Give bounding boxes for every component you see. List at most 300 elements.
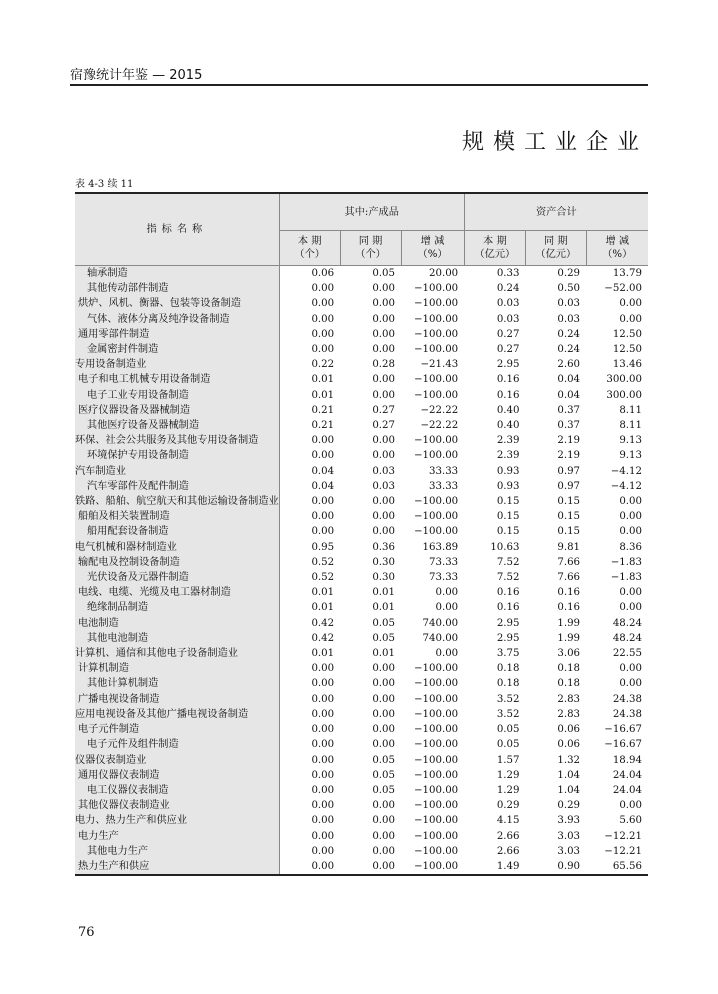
cell-value: −100.00 (413, 374, 459, 386)
row-name: 其他仪器仪表制造业 (75, 798, 279, 813)
cell-value: 0.00 (619, 587, 642, 599)
table-row (75, 844, 648, 859)
cell-value: 0.93 (496, 480, 520, 492)
cell-value: 5.60 (619, 815, 642, 827)
cell-value: 4.15 (496, 815, 520, 827)
row-name: 其他传动部件制造 (75, 281, 279, 296)
row-name: 医疗仪器设备及器械制造 (75, 403, 279, 418)
cell-value: 740.00 (422, 617, 459, 629)
row-name: 仪器仪表制造业 (75, 753, 279, 768)
cell-value: 0.00 (619, 298, 642, 310)
cell-value: 0.01 (311, 648, 335, 660)
column-header-label: 同 期 (543, 236, 568, 247)
table-row (75, 327, 648, 342)
cell-value: 2.39 (496, 435, 520, 447)
table-row (75, 859, 648, 875)
cell-value: −100.00 (413, 784, 459, 796)
cell-value: 300.00 (606, 389, 642, 401)
cell-value: 0.01 (372, 602, 395, 614)
cell-value: 0.24 (557, 328, 581, 340)
cell-value: 300.00 (606, 374, 642, 386)
cell-value: −22.22 (420, 420, 459, 432)
cell-value: 0.00 (311, 678, 335, 690)
column-header-unit: （亿元） (474, 249, 516, 260)
cell-value: 0.00 (435, 648, 459, 660)
cell-value: 0.50 (557, 283, 581, 295)
cell-value: 0.03 (496, 313, 520, 325)
table-number: 表 4-3 续 11 (75, 179, 134, 190)
cell-value: 0.16 (557, 587, 581, 599)
cell-value: −12.21 (604, 830, 642, 842)
cell-value: 0.37 (557, 404, 581, 416)
table-row (75, 479, 648, 494)
cell-value: 0.00 (619, 800, 642, 812)
cell-value: 0.04 (311, 480, 335, 492)
cell-value: 20.00 (429, 268, 459, 279)
cell-value: 0.00 (311, 344, 335, 356)
cell-value: 1.29 (496, 784, 520, 796)
cell-value: −1.83 (610, 556, 642, 568)
cell-value: 2.95 (496, 632, 520, 644)
cell-value: 0.00 (372, 511, 395, 523)
cell-value: 0.00 (372, 313, 395, 325)
cell-value: −12.21 (604, 845, 642, 857)
cell-value: 0.05 (372, 754, 395, 766)
cell-value: 0.01 (311, 374, 335, 386)
cell-value: 0.00 (311, 800, 335, 812)
table-row (75, 570, 648, 585)
cell-value: 0.00 (619, 663, 642, 675)
table-row (75, 342, 648, 357)
row-name: 热力生产和供应 (75, 859, 279, 875)
cell-value: 0.15 (557, 511, 581, 523)
row-name: 电线、电缆、光缆及电工器材制造 (75, 585, 279, 600)
cell-value: 22.55 (612, 648, 642, 660)
cell-value: 9.13 (619, 435, 642, 447)
cell-value: 0.16 (496, 602, 520, 614)
row-name: 电子元件及组件制造 (75, 737, 279, 752)
cell-value: 12.50 (612, 344, 642, 356)
cell-value: 0.27 (372, 404, 395, 416)
cell-value: −4.12 (610, 465, 642, 477)
cell-value: 0.18 (557, 678, 581, 690)
cell-value: 0.00 (372, 283, 395, 295)
row-name: 其他电池制造 (75, 631, 279, 646)
cell-value: 2.66 (496, 830, 520, 842)
cell-value: −100.00 (413, 708, 459, 720)
cell-value: 2.95 (496, 617, 520, 629)
cell-value: 0.52 (311, 572, 335, 584)
cell-value: 24.38 (612, 693, 642, 705)
cell-value: −100.00 (413, 511, 459, 523)
table-row (75, 281, 648, 296)
row-name: 船用配套设备制造 (75, 524, 279, 539)
cell-value: 0.00 (372, 328, 395, 340)
cell-value: 0.40 (496, 420, 520, 432)
cell-value: 7.66 (557, 556, 581, 568)
group-header-finished-goods: 其中:产成品 (279, 193, 464, 231)
cell-value: −100.00 (413, 845, 459, 857)
table-row (75, 722, 648, 737)
cell-value: 0.00 (372, 724, 395, 736)
cell-value: 3.03 (557, 830, 581, 842)
table-row (75, 768, 648, 783)
cell-value: 1.49 (464, 859, 525, 875)
cell-value: 0.03 (557, 313, 581, 325)
cell-value: −16.67 (604, 724, 642, 736)
cell-value: 33.33 (429, 465, 459, 477)
row-name: 电工仪器仪表制造 (75, 783, 279, 798)
cell-value: 3.06 (557, 648, 581, 660)
row-name: 铁路、船舶、航空航天和其他运输设备制造业 (75, 494, 279, 509)
cell-value: 0.05 (496, 724, 520, 736)
cell-value: 1.99 (557, 632, 581, 644)
cell-value: 9.13 (619, 450, 642, 462)
table-row (75, 464, 648, 479)
cell-value: 0.42 (311, 632, 335, 644)
cell-value: 0.00 (372, 435, 395, 447)
cell-value: −100.00 (413, 496, 459, 508)
cell-value: 0.00 (311, 511, 335, 523)
cell-value: 0.16 (557, 602, 581, 614)
row-name: 绝缘制品制造 (75, 600, 279, 615)
cell-value: −52.00 (604, 283, 642, 295)
cell-value: 0.00 (372, 496, 395, 508)
row-name: 光伏设备及元器件制造 (75, 570, 279, 585)
row-name: 专用设备制造业 (75, 357, 279, 372)
running-head: 宿豫统计年鉴 — 2015 (70, 68, 203, 83)
cell-value: 24.04 (612, 784, 642, 796)
cell-value: 0.22 (311, 359, 335, 371)
row-name: 计算机制造 (75, 661, 279, 676)
cell-value: 0.00 (311, 754, 335, 766)
cell-value: 0.27 (496, 328, 520, 340)
cell-value: 0.01 (372, 648, 395, 660)
column-header (586, 231, 648, 266)
cell-value: 8.11 (619, 404, 642, 416)
cell-value: 0.00 (311, 283, 335, 295)
column-header-unit: （个） (355, 249, 386, 260)
cell-value: −100.00 (413, 389, 459, 401)
cell-value: 0.00 (311, 739, 335, 751)
cell-value: 0.00 (372, 298, 395, 310)
column-header-unit: （亿元） (535, 249, 577, 260)
cell-value: 48.24 (612, 632, 642, 644)
cell-value: −100.00 (413, 283, 459, 295)
row-name: 汽车零部件及配件制造 (75, 479, 279, 494)
row-name: 气体、液体分离及纯净设备制造 (75, 312, 279, 327)
cell-value: 0.00 (372, 739, 395, 751)
cell-value: −100.00 (413, 344, 459, 356)
cell-value: −100.00 (413, 830, 459, 842)
column-header (279, 231, 340, 266)
row-name: 汽车制造业 (75, 464, 279, 479)
row-name: 电子和电工机械专用设备制造 (75, 372, 279, 387)
cell-value: 0.05 (372, 769, 395, 781)
cell-value: 24.04 (612, 769, 642, 781)
cell-value: 740.00 (422, 632, 459, 644)
table-row (75, 813, 648, 828)
cell-value: 0.30 (372, 572, 395, 584)
cell-value: 0.00 (372, 344, 395, 356)
cell-value: 0.00 (311, 784, 335, 796)
cell-value: 7.52 (496, 556, 520, 568)
cell-value: 0.00 (619, 678, 642, 690)
table-row (75, 296, 648, 311)
cell-value: 1.99 (557, 617, 581, 629)
table-row (75, 433, 648, 448)
cell-value: 0.15 (496, 496, 520, 508)
table-row (75, 372, 648, 387)
cell-value: 0.21 (311, 420, 335, 432)
cell-value: 3.75 (496, 648, 520, 660)
cell-value: 0.93 (496, 465, 520, 477)
cell-value: 0.03 (372, 465, 395, 477)
table-row (75, 676, 648, 691)
cell-value: 0.37 (557, 420, 581, 432)
cell-value: −100.00 (413, 435, 459, 447)
cell-value: 0.00 (372, 450, 395, 462)
cell-value: 0.18 (496, 678, 520, 690)
cell-value: 0.42 (311, 617, 335, 629)
row-name: 环保、社会公共服务及其他专用设备制造 (75, 433, 279, 448)
cell-value: 0.24 (496, 283, 520, 295)
cell-value: 0.00 (619, 313, 642, 325)
cell-value: 12.50 (612, 328, 642, 340)
column-header-label: 本 期 (297, 236, 322, 247)
table-row (75, 661, 648, 676)
cell-value: 0.15 (557, 526, 581, 538)
cell-value: 0.03 (557, 298, 581, 310)
column-header (401, 231, 464, 266)
cell-value: 0.16 (496, 587, 520, 599)
column-header-label: 本 期 (483, 236, 507, 247)
cell-value: 0.00 (372, 663, 395, 675)
cell-value: 1.57 (496, 754, 520, 766)
cell-value: 33.33 (429, 480, 459, 492)
row-name: 应用电视设备及其他广播电视设备制造 (75, 707, 279, 722)
table-row (75, 403, 648, 418)
cell-value: 0.95 (311, 541, 335, 553)
cell-value: 0.90 (526, 859, 587, 875)
cell-value: 0.00 (619, 602, 642, 614)
cell-value: 2.19 (557, 450, 581, 462)
cell-value: 163.89 (422, 541, 459, 553)
cell-value: 0.24 (557, 344, 581, 356)
table-row (75, 616, 648, 631)
row-name: 计算机、通信和其他电子设备制造业 (75, 646, 279, 661)
cell-value: 0.00 (311, 724, 335, 736)
row-name: 电气机械和器材制造业 (75, 540, 279, 555)
row-name: 电子工业专用设备制造 (75, 388, 279, 403)
cell-value: 0.00 (372, 693, 395, 705)
cell-value: 1.32 (557, 754, 581, 766)
cell-value: 24.38 (612, 708, 642, 720)
cell-value: 0.00 (311, 769, 335, 781)
cell-value: 0.18 (496, 663, 520, 675)
header-rule (70, 84, 648, 86)
cell-value: 0.03 (496, 298, 520, 310)
table-row (75, 829, 648, 844)
cell-value: −16.67 (604, 739, 642, 751)
row-name: 通用仪器仪表制造 (75, 768, 279, 783)
cell-value: 1.04 (557, 769, 581, 781)
cell-value: 0.00 (311, 693, 335, 705)
cell-value: −100.00 (413, 450, 459, 462)
cell-value: 0.00 (619, 526, 642, 538)
row-name: 其他电力生产 (75, 844, 279, 859)
cell-value: 2.66 (496, 845, 520, 857)
cell-value: 0.00 (311, 450, 335, 462)
cell-value: 0.00 (619, 511, 642, 523)
cell-value: 0.00 (311, 526, 335, 538)
column-header (526, 231, 587, 266)
page-number: 76 (78, 925, 95, 940)
table-row (75, 312, 648, 327)
cell-value: 1.29 (496, 769, 520, 781)
cell-value: 0.21 (311, 404, 335, 416)
cell-value: 0.28 (372, 359, 395, 371)
cell-value: 10.63 (490, 541, 520, 553)
cell-value: −1.83 (610, 572, 642, 584)
cell-value: 13.79 (612, 268, 642, 279)
column-header-label: 增 减 (420, 236, 445, 247)
cell-value: −100.00 (413, 754, 459, 766)
cell-value: 7.66 (557, 572, 581, 584)
row-name: 轴承制造 (75, 266, 279, 282)
cell-value: 0.05 (372, 268, 395, 279)
cell-value: 0.01 (311, 389, 335, 401)
cell-value: 0.00 (311, 708, 335, 720)
cell-value: −100.00 (413, 769, 459, 781)
cell-value: 65.56 (586, 859, 648, 875)
cell-value: 0.00 (435, 587, 459, 599)
table-row (75, 631, 648, 646)
cell-value: 8.11 (619, 420, 642, 432)
cell-value: 0.00 (372, 374, 395, 386)
cell-value: 0.18 (557, 663, 581, 675)
cell-value: 0.27 (496, 344, 520, 356)
row-name: 其他医疗设备及器械制造 (75, 418, 279, 433)
cell-value: 0.00 (619, 496, 642, 508)
table-row (75, 388, 648, 403)
row-name: 环境保护专用设备制造 (75, 448, 279, 463)
cell-value: 13.46 (612, 359, 642, 371)
row-name: 烘炉、风机、衡器、包装等设备制造 (75, 296, 279, 311)
cell-value: 18.94 (612, 754, 642, 766)
cell-value: 0.97 (557, 480, 581, 492)
table-row (75, 737, 648, 752)
cell-value: 0.06 (311, 268, 335, 279)
cell-value: 48.24 (612, 617, 642, 629)
cell-value: 0.30 (372, 556, 395, 568)
cell-value: 0.01 (311, 602, 335, 614)
row-name: 输配电及控制设备制造 (75, 555, 279, 570)
cell-value: 0.05 (496, 739, 520, 751)
cell-value: 0.15 (496, 511, 520, 523)
cell-value: 0.01 (311, 587, 335, 599)
cell-value: 0.00 (311, 845, 335, 857)
table-row (75, 753, 648, 768)
cell-value: 0.06 (557, 739, 581, 751)
cell-value: 2.83 (557, 708, 581, 720)
section-title: 规模工业企业 (461, 130, 648, 155)
cell-value: 0.00 (311, 328, 335, 340)
cell-value: 0.00 (311, 496, 335, 508)
cell-value: 9.81 (557, 541, 581, 553)
cell-value: 0.00 (372, 845, 395, 857)
cell-value: 0.05 (372, 617, 395, 629)
cell-value: 0.15 (496, 526, 520, 538)
cell-value: 0.16 (496, 389, 520, 401)
cell-value: 7.52 (496, 572, 520, 584)
table-row (75, 509, 648, 524)
cell-value: 0.00 (311, 663, 335, 675)
row-name: 电池制造 (75, 616, 279, 631)
cell-value: 2.83 (557, 693, 581, 705)
cell-value: 0.00 (311, 298, 335, 310)
cell-value: 2.60 (557, 359, 581, 371)
table-row (75, 266, 648, 282)
cell-value: 0.00 (311, 435, 335, 447)
cell-value: 0.40 (496, 404, 520, 416)
group-header-total-assets: 资产合计 (464, 193, 648, 231)
table-row (75, 707, 648, 722)
table-row (75, 357, 648, 372)
cell-value: 0.05 (372, 632, 395, 644)
row-name: 电子元件制造 (75, 722, 279, 737)
cell-value: 1.04 (557, 784, 581, 796)
cell-value: −100.00 (413, 663, 459, 675)
cell-value: 0.29 (557, 800, 581, 812)
cell-value: 0.00 (372, 830, 395, 842)
table-row (75, 494, 648, 509)
cell-value: −4.12 (610, 480, 642, 492)
cell-value: 0.00 (340, 859, 401, 875)
table-row (75, 448, 648, 463)
cell-value: 0.29 (496, 800, 520, 812)
table-row (75, 600, 648, 615)
statistics-table (75, 192, 648, 876)
cell-value: −100.00 (413, 693, 459, 705)
cell-value: 73.33 (429, 572, 459, 584)
cell-value: −100.00 (413, 298, 459, 310)
cell-value: −100.00 (413, 739, 459, 751)
row-name: 其他计算机制造 (75, 676, 279, 691)
cell-value: 0.00 (311, 830, 335, 842)
cell-value: 2.95 (496, 359, 520, 371)
cell-value: 0.00 (311, 815, 335, 827)
row-name: 金属密封件制造 (75, 342, 279, 357)
cell-value: −100.00 (413, 526, 459, 538)
cell-value: 73.33 (429, 556, 459, 568)
cell-value: −21.43 (420, 359, 459, 371)
cell-value: 3.93 (557, 815, 581, 827)
cell-value: 0.00 (372, 815, 395, 827)
cell-value: −100.00 (413, 724, 459, 736)
cell-value: 3.52 (496, 708, 520, 720)
column-header-label: 增 减 (605, 236, 630, 247)
cell-value: 0.04 (311, 465, 335, 477)
cell-value: 0.05 (372, 784, 395, 796)
cell-value: 0.33 (496, 268, 520, 279)
table-row (75, 418, 648, 433)
row-name: 广播电视设备制造 (75, 692, 279, 707)
name-column-header: 指标名称 (75, 193, 279, 266)
row-name: 船舶及相关装置制造 (75, 509, 279, 524)
cell-value: 0.36 (372, 541, 395, 553)
row-name: 电力生产 (75, 829, 279, 844)
